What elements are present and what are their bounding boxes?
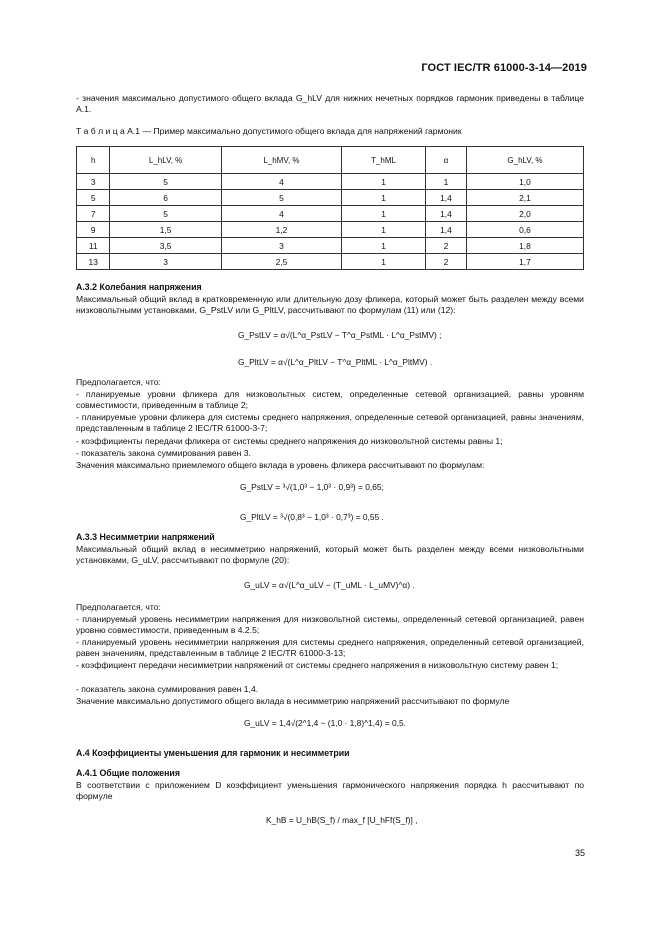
section-a32-assume: Предполагается, что: xyxy=(76,377,161,387)
page-header: ГОСТ IEC/TR 61000-3-14—2019 xyxy=(421,62,587,74)
table-cell: 1,4 xyxy=(425,206,466,222)
page-number: 35 xyxy=(574,848,585,858)
table-cell: 1,8 xyxy=(466,238,583,254)
table-row xyxy=(77,238,584,254)
table-cell: 1,5 xyxy=(110,222,221,238)
section-a32-p1: Максимальный общий вклад в кратковременную или длительную дозу фликера, который может быть разделен между всеми низковольтными установками, G_PstLV или G_PltLV, рассчитывают по формулам (11) или (12): xyxy=(76,294,584,316)
intro-paragraph: - значения максимально допустимого общего вклада G_hLV для нижних нечетных порядков гармоник приведены в таблице А.1. xyxy=(76,93,584,115)
section-a32-heading: А.3.2 Колебания напряжения xyxy=(76,282,202,292)
formula-pst-value: G_PstLV = ³√(1,0³ − 1,0³ · 0,9³) = 0,65; xyxy=(240,482,384,492)
section-a41-p1: В соответствии с приложением D коэффициент уменьшения гармонического напряжения порядка h рассчитывают по формуле xyxy=(76,780,584,802)
formula-unbalance-value: G_uLV = 1,4√(2^1,4 − (1,0 · 1,8)^1,4) = 0,5. xyxy=(244,718,406,728)
table-cell: 4 xyxy=(221,206,341,222)
table-cell: 3 xyxy=(77,174,110,190)
section-a4-heading: А.4 Коэффициенты уменьшения для гармоник и несимметрии xyxy=(76,748,350,758)
table-cell: 1 xyxy=(342,190,426,206)
table-cell: 7 xyxy=(77,206,110,222)
formula-plt-value: G_PltLV = ³√(0,8³ − 1,0³ · 0,7³) = 0,55 . xyxy=(240,512,384,522)
section-a32-b2: - планируемые уровни фликера для системы среднего напряжения, определенные сетевой организацией, равны значениям, представленным в таблице 2 IEC/TR 61000-3-7; xyxy=(76,412,584,434)
table-body xyxy=(77,174,584,270)
table-cell: 1 xyxy=(342,174,426,190)
table-cell: 1,2 xyxy=(221,222,341,238)
formula-12: G_PltLV = α√(L^α_PltLV − T^α_PltML · L^α_PltMV) . xyxy=(238,357,433,367)
table-cell: 1,0 xyxy=(466,174,583,190)
section-a32-b1: - планируемые уровни фликера для низковольтных систем, определенные сетевой организацией, равны уровням совместимости, приведенным в таблице 2; xyxy=(76,389,584,411)
harmonics-table xyxy=(76,146,584,270)
table-cell: 1 xyxy=(342,222,426,238)
section-a33-assume: Предполагается, что: xyxy=(76,602,161,612)
table-cell: 5 xyxy=(110,174,221,190)
table-cell: 9 xyxy=(77,222,110,238)
table-cell: 1 xyxy=(425,174,466,190)
table-row xyxy=(77,206,584,222)
table-cell: 2,0 xyxy=(466,206,583,222)
table-cell: 2 xyxy=(425,254,466,270)
section-a41-heading: А.4.1 Общие положения xyxy=(76,768,180,778)
formula-11: G_PstLV = α√(L^α_PstLV − T^α_PstML · L^α_PstMV) ; xyxy=(238,330,442,340)
table-header-row xyxy=(77,147,584,174)
table-cell: 3 xyxy=(221,238,341,254)
table-cell: 2,1 xyxy=(466,190,583,206)
table-header-cell: G_hLV, % xyxy=(466,147,583,174)
table-row xyxy=(77,222,584,238)
table-cell: 2,5 xyxy=(221,254,341,270)
table-header-cell: h xyxy=(77,147,110,174)
table-cell: 3 xyxy=(110,254,221,270)
formula-20: G_uLV = α√(L^α_uLV − (T_uML · L_uMV)^α) . xyxy=(244,580,415,590)
table-cell: 0,6 xyxy=(466,222,583,238)
table-cell: 4 xyxy=(221,174,341,190)
formula-khb: K_hB = U_hB(S_f) / max_f [U_hFf(S_f)] , xyxy=(266,815,418,825)
table-caption: Т а б л и ц а А.1 — Пример максимально допустимого общего вклада для напряжений гармоник xyxy=(76,126,462,136)
table-header-cell: L_hMV, % xyxy=(221,147,341,174)
table-row xyxy=(77,190,584,206)
table-cell: 11 xyxy=(77,238,110,254)
table-row xyxy=(77,254,584,270)
table-header-cell: T_hML xyxy=(342,147,426,174)
section-a33-b4: - показатель закона суммирования равен 1,4. xyxy=(76,684,259,694)
table-header-cell: α xyxy=(425,147,466,174)
table-row xyxy=(77,174,584,190)
section-a32-p2: Значения максимально приемлемого общего вклада в уровень фликера рассчитывают по формулам: xyxy=(76,460,485,470)
table-cell: 3,5 xyxy=(110,238,221,254)
section-a33-heading: А.3.3 Несимметрии напряжений xyxy=(76,532,215,542)
table-cell: 5 xyxy=(77,190,110,206)
table-cell: 1,4 xyxy=(425,222,466,238)
table-cell: 6 xyxy=(110,190,221,206)
table-cell: 1 xyxy=(342,254,426,270)
table-header-cell: L_hLV, % xyxy=(110,147,221,174)
section-a33-p2: Значение максимально допустимого общего вклада в несимметрию напряжений рассчитывают по формуле xyxy=(76,696,510,706)
section-a32-b3: - коэффициенты передачи фликера от системы среднего напряжения до низковольтной системы равны 1; xyxy=(76,436,503,446)
table-cell: 5 xyxy=(221,190,341,206)
section-a32-b4: - показатель закона суммирования равен 3. xyxy=(76,448,251,458)
section-a33-b2: - планируемый уровень несимметрии напряжения для системы среднего напряжения, определенный сетевой организацией, равен значениям, представленным в таблице 2 IEC/TR 61000-3-13; xyxy=(76,637,584,659)
table-cell: 1 xyxy=(342,238,426,254)
table-cell: 1,7 xyxy=(466,254,583,270)
table-cell: 1 xyxy=(342,206,426,222)
section-a33-p1: Максимальный общий вклад в несимметрию напряжений, который может быть разделен между всеми низковольтными установками, G_uLV, рассчитывают по формуле (20): xyxy=(76,544,584,566)
table-cell: 5 xyxy=(110,206,221,222)
table-cell: 13 xyxy=(77,254,110,270)
section-a33-b3: - коэффициент передачи несимметрии напряжений от системы среднего напряжения в низковольтную систему равен 1; xyxy=(76,660,559,670)
table-cell: 1,4 xyxy=(425,190,466,206)
section-a33-b1: - планируемый уровень несимметрии напряжения для низковольтной системы, определенный сетевой организацией, равен уровню совместимости, приведенным в 4.2.5; xyxy=(76,614,584,636)
table-cell: 2 xyxy=(425,238,466,254)
